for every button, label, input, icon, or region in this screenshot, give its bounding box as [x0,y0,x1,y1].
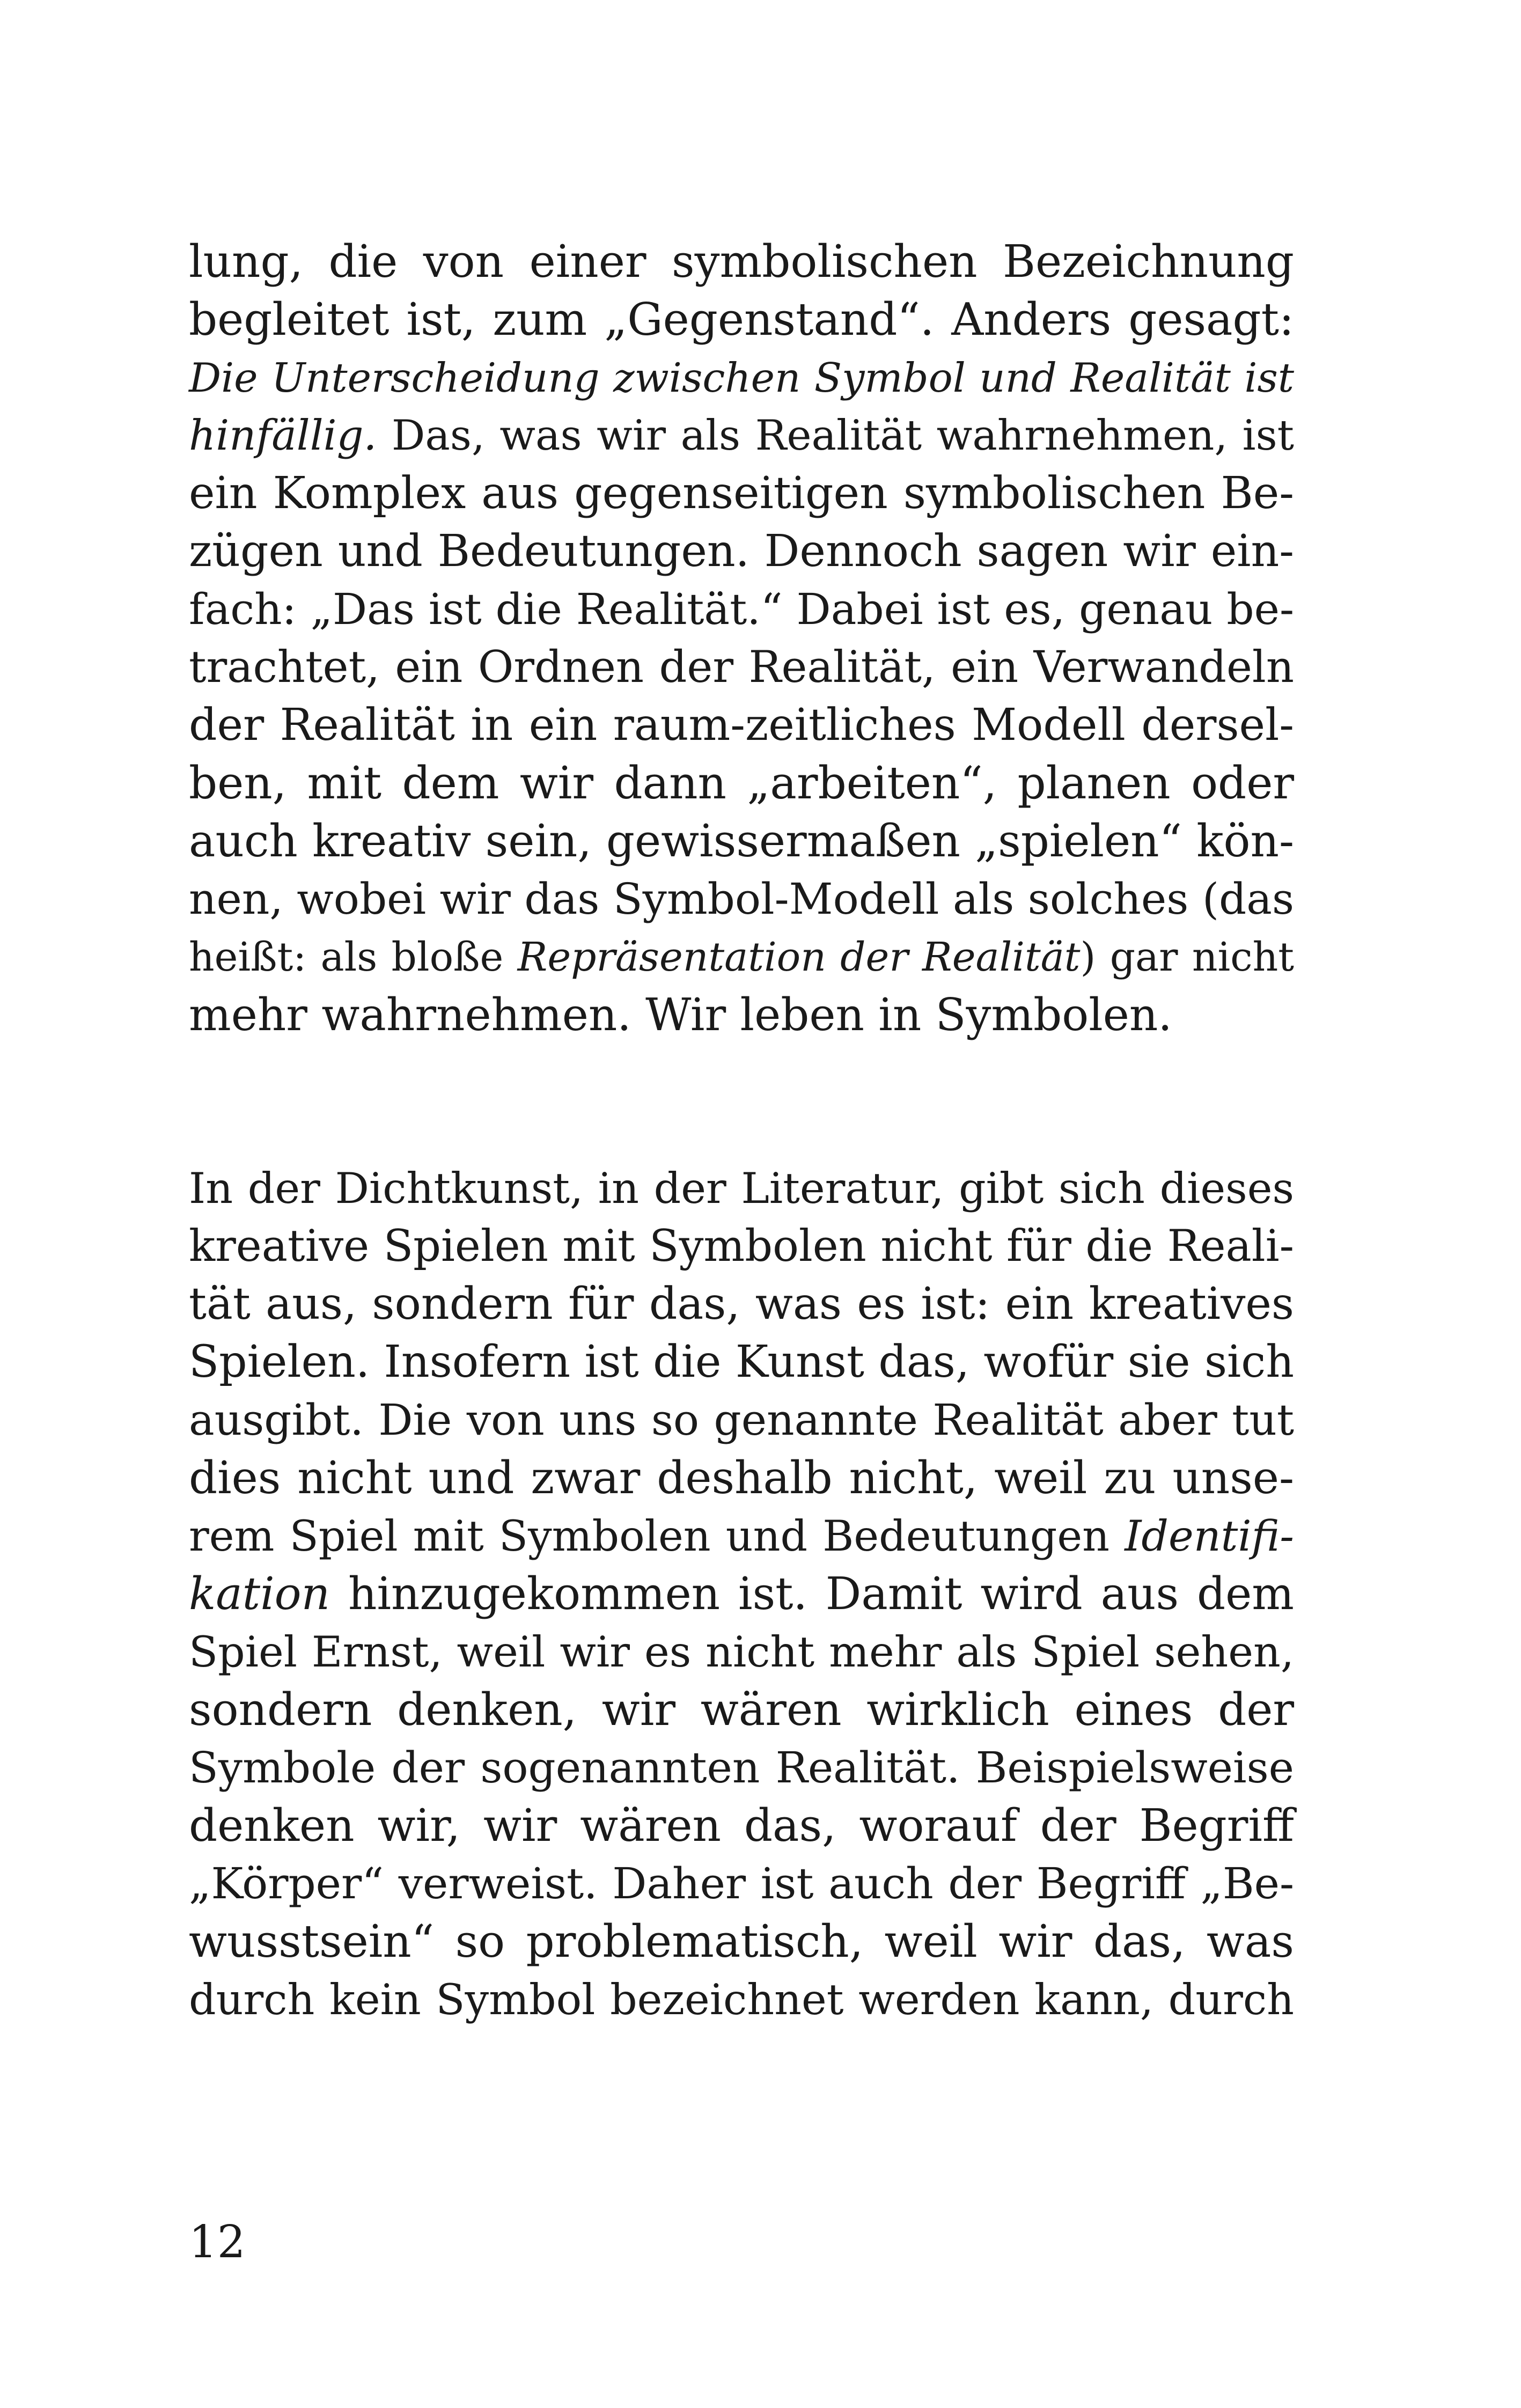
text-line: kation hinzugekommen ist. Damit wird aus dem [189,1568,1294,1620]
text-line: fach: „Das ist die Realität.“ Dabei ist es, genau be- [189,584,1294,634]
text-line: kreative Spielen mit Symbolen nicht für die Reali- [189,1221,1294,1272]
text-line: ein Komplex aus gegenseitigen symbolischen Be- [189,468,1294,519]
text-line: ausgibt. Die von uns so genannte Realität aber tut [189,1395,1294,1445]
text-line: trachtet, ein Ordnen der Realität, ein Verwandeln [189,642,1294,693]
text-line: In der Dichtkunst, in der Literatur, gibt sich dieses [189,1164,1294,1213]
text-line: tät aus, sondern für das, was es ist: ein kreatives [189,1279,1294,1330]
paragraph-1 [189,233,1294,1044]
text-line: Spielen. Insofern ist die Kunst das, wofür sie sich [189,1337,1294,1387]
text-line: rem Spiel mit Symbolen und Bedeutungen Identifi- [189,1511,1294,1561]
text-line: nen, wobei wir das Symbol-Modell als solches (das [189,874,1294,924]
text-line: durch kein Symbol bezeichnet werden kann, durch [189,1975,1294,2024]
text-line: sondern denken, wir wären wirklich eines der [189,1684,1294,1736]
text-line [189,349,1294,407]
paragraph-2 [189,1159,1294,2029]
text-line: der Realität in ein raum-zeitliches Modell dersel- [189,700,1294,751]
text-line: „Körper“ verweist. Daher ist auch der Begriff „Be- [189,1859,1294,1908]
page-number: 12 [189,2216,246,2268]
text-line: auch kreativ sein, gewissermaßen „spielen“ kön- [189,815,1294,867]
paragraph-gap [189,1044,1294,1159]
text-line: wusstsein“ so problematisch, weil wir das, was [189,1915,1294,1967]
text-line: mehr wahrnehmen. Wir leben in Symbolen. [189,989,1172,1041]
text-line: zügen und Bedeutungen. Dennoch sagen wir ein- [189,526,1294,577]
emphasis: kation [189,1568,330,1620]
emphasis: Repräsentation der Realität [517,934,1081,980]
text-line: Spiel Ernst, weil wir es nicht mehr als Spiel sehen, [189,1627,1294,1677]
page-body [189,233,1294,2029]
text-line: ben, mit dem wir dann „arbeiten“, planen oder [189,757,1294,809]
emphasis: Identifi- [1125,1511,1294,1561]
text-line: lung, die von einer symbolischen Bezeichnung [189,236,1294,288]
text-line: dies nicht und zwar deshalb nicht, weil zu unse- [189,1452,1294,1504]
emphasis: Die Unterscheidung zwischen Symbol und Realität ist [189,354,1294,401]
text-line: begleitet ist, zum „Gegenstand“. Anders gesagt: [189,293,1294,346]
text-line: Symbole der sogenannten Realität. Beispielsweise [189,1743,1294,1793]
emphasis: hinfällig. [189,412,377,460]
text-line: denken wir, wir wären das, worauf der Begriff [189,1800,1294,1852]
text-line: hinfällig. Das, was wir als Realität wahrnehmen, ist [189,412,1294,460]
text-line: heißt: als bloße Repräsentation der Realität) gar nicht [189,934,1294,980]
